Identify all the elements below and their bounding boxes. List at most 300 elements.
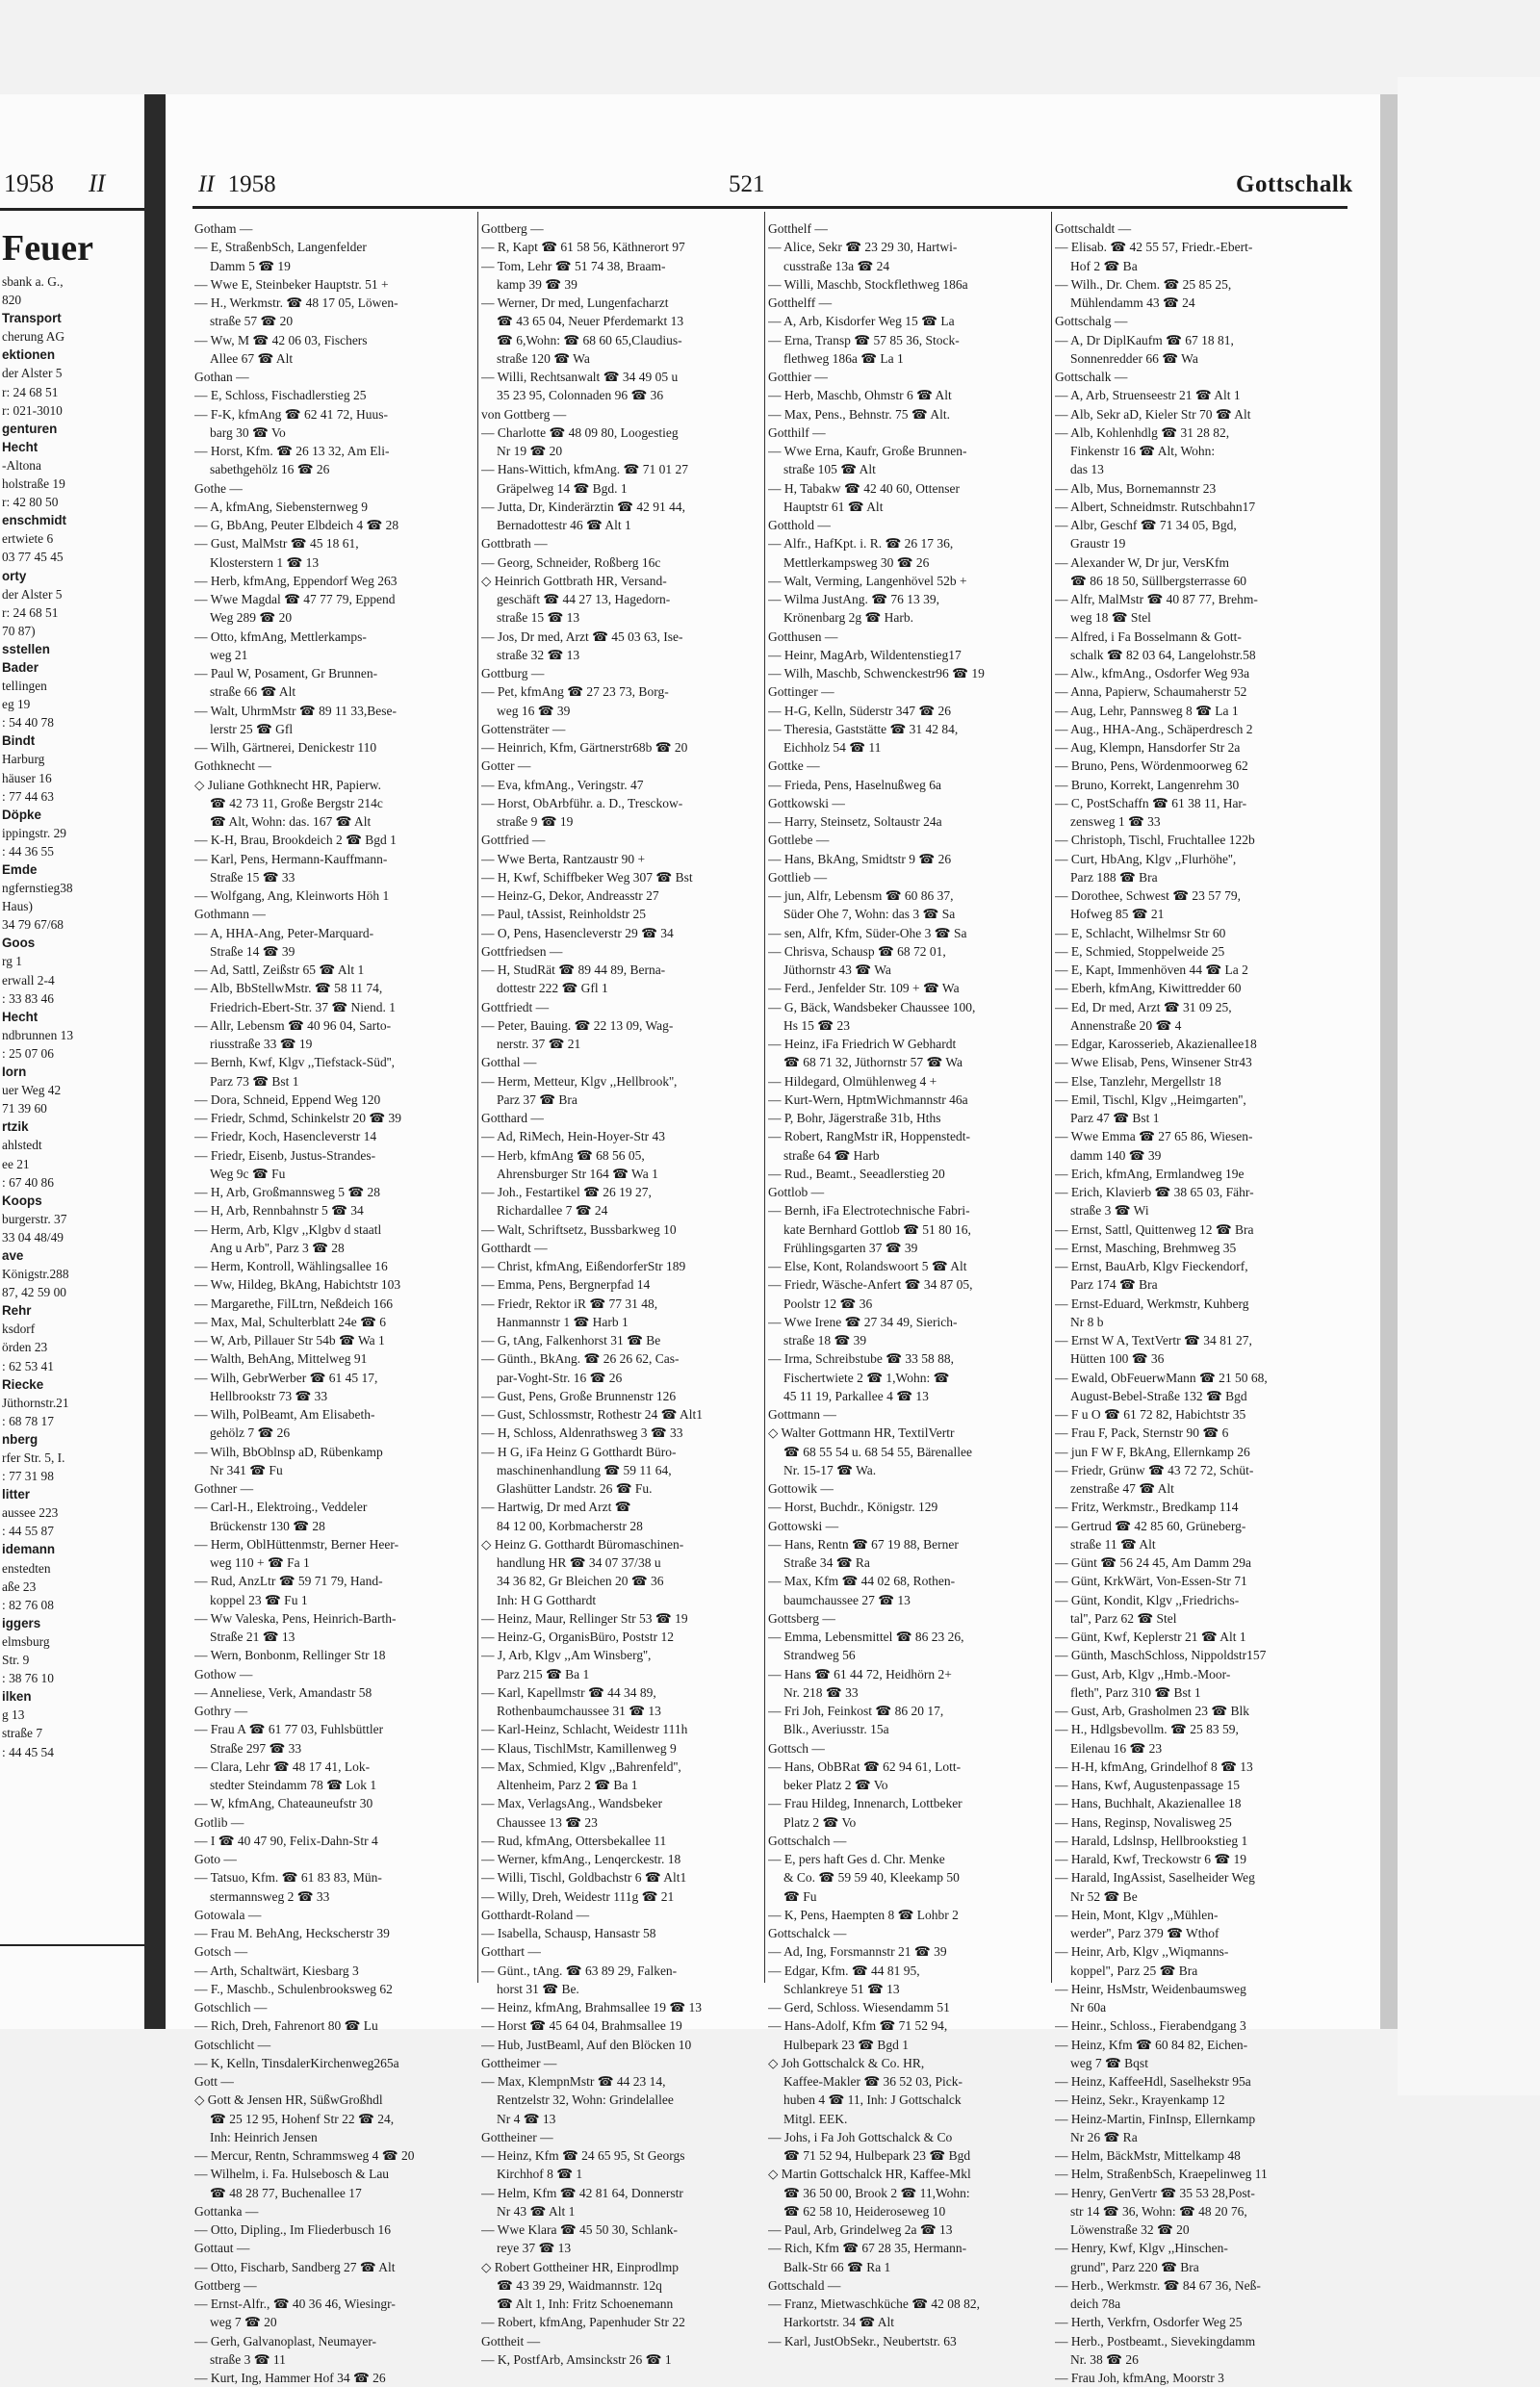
- directory-entry-line: straße 3 ☎ Wi: [1070, 1203, 1149, 1219]
- directory-entry-line: — Isabella, Schausp, Hansastr 58: [481, 1926, 656, 1940]
- directory-entry-line: Altenheim, Parz 2 ☎ Ba 1: [497, 1778, 638, 1792]
- directory-entry-line: — Else, Kont, Rolandswoort 5 ☎ Alt: [768, 1259, 967, 1273]
- directory-entry-line: — Ernst W A, TextVertr ☎ 34 81 27,: [1055, 1333, 1252, 1348]
- directory-entry-line: Gotthardt-Roland —: [481, 1907, 590, 1922]
- directory-entry-line: Gottburg —: [481, 666, 545, 680]
- directory-entry-line: Gottberg —: [481, 221, 544, 236]
- directory-entry-line: — Dora, Schneid, Eppend Weg 120: [194, 1091, 381, 1107]
- directory-entry-line: — H-G, Kelln, Süderstr 347 ☎ 26: [768, 703, 952, 718]
- directory-entry-line: — Ferd., Jenfelder Str. 109 + ☎ Wa: [768, 981, 960, 996]
- directory-entry-line: — Hans-Wittich, kfmAng. ☎ 71 01 27: [481, 462, 688, 477]
- directory-entry-line: Gottanka —: [194, 2203, 259, 2219]
- left-text-line: ertwiete 6: [2, 531, 54, 547]
- directory-entry-line: — G, tAng, Falkenhorst 31 ☎ Be: [481, 1333, 661, 1348]
- left-text-line: uer Weg 42: [2, 1083, 62, 1098]
- column-divider-2: [764, 212, 765, 1983]
- directory-entry-line: — Ed, Dr med, Arzt ☎ 31 09 25,: [1055, 999, 1232, 1014]
- directory-entry-line: — Rud., Beamt., Seeadlerstieg 20: [768, 1166, 945, 1181]
- directory-entry-line: — Helm, BäckMstr, Mittelkamp 48: [1055, 2148, 1241, 2163]
- directory-entry-line: Süder Ohe 7, Wohn: das 3 ☎ Sa: [783, 907, 956, 922]
- directory-entry-line: stedter Steindamm 78 ☎ Lok 1: [210, 1778, 377, 1792]
- directory-entry-line: — Peter, Bauing. ☎ 22 13 09, Wag-: [481, 1017, 674, 1033]
- left-text-line: Bindt: [2, 733, 36, 749]
- directory-entry-line: — Emma, Pens, Bergnerpfad 14: [481, 1277, 651, 1293]
- directory-entry-line: — Hartwig, Dr med Arzt ☎: [481, 1500, 631, 1515]
- directory-entry-line: — Günt, Kondit, Klgv ,,Friedrichs-: [1055, 1592, 1240, 1607]
- directory-entry-line: zensweg 1 ☎ 33: [1070, 814, 1161, 829]
- directory-entry-line: Nr. 15-17 ☎ Wa.: [783, 1462, 877, 1477]
- directory-entry-line: — Hans, BkAng, Smidtstr 9 ☎ 26: [768, 851, 952, 866]
- directory-entry-line: — Edgar, Karosserieb, Akazienallee18: [1055, 1037, 1257, 1051]
- directory-entry-line: — G, Bäck, Wandsbeker Chaussee 100,: [768, 999, 976, 1014]
- left-text-line: ave: [2, 1247, 24, 1263]
- directory-entry-line: koppel 23 ☎ Fu 1: [210, 1592, 308, 1607]
- directory-entry-line: Schlankreye 51 ☎ 13: [783, 1981, 900, 1996]
- left-text-line: ektionen: [2, 347, 56, 363]
- directory-entry-line: Gottlebe —: [768, 833, 830, 848]
- left-text-line: iggers: [2, 1615, 41, 1630]
- directory-entry-line: — Hub, JustBeaml, Auf den Blöcken 10: [481, 2037, 692, 2052]
- left-text-line: rg 1: [2, 954, 22, 969]
- directory-entry-line: Allee 67 ☎ Alt: [210, 350, 294, 366]
- left-text-line: : 38 76 10: [2, 1671, 54, 1686]
- directory-entry-line: — Emma, Lebensmittel ☎ 86 23 26,: [768, 1630, 964, 1644]
- left-page-fragment: [0, 94, 147, 2029]
- directory-entry-line: Gottlob —: [768, 1185, 825, 1199]
- directory-entry-line: — Ad, Ing, Forsmannstr 21 ☎ 39: [768, 1944, 947, 1960]
- directory-entry-line: — Wilh, Gärtnerei, Denickestr 110: [194, 740, 377, 755]
- left-text-line: : 25 07 06: [2, 1045, 54, 1061]
- left-text-line: ippingstr. 29: [2, 825, 66, 840]
- left-text-line: idemann: [2, 1542, 56, 1557]
- directory-entry-line: — Willi, Rechtsanwalt ☎ 34 49 05 u: [481, 370, 679, 384]
- directory-entry-line: kate Bernhard Gottlob ☎ 51 80 16,: [783, 1221, 971, 1237]
- left-text-line: g 13: [2, 1707, 25, 1723]
- left-text-line: : 68 78 17: [2, 1413, 54, 1428]
- directory-entry-line: Gothow —: [194, 1666, 253, 1681]
- directory-entry-line: straße 66 ☎ Alt: [210, 684, 296, 700]
- directory-entry-line: reye 37 ☎ 13: [497, 2241, 572, 2256]
- left-text-line: Haus): [2, 899, 33, 914]
- directory-entry-line: — Heinr, MagArb, Wildentenstieg17: [768, 647, 962, 662]
- directory-entry-line: — E, Kapt, Immenhöven 44 ☎ La 2: [1055, 962, 1248, 977]
- directory-entry-line: — jun, Alfr, Lebensm ☎ 60 86 37,: [768, 888, 954, 903]
- directory-entry-line: Gotthelf —: [768, 221, 828, 236]
- directory-entry-line: — Friedr, Wäsche-Anfert ☎ 34 87 05,: [768, 1277, 973, 1293]
- directory-entry-line: — Gust, Pens, Große Brunnenstr 126: [481, 1388, 677, 1403]
- directory-entry-line: — Rich, Kfm ☎ 67 28 35, Hermann-: [768, 2241, 967, 2256]
- directory-entry-line: — Frau Joh, kfmAng, Moorstr 3: [1055, 2371, 1224, 2385]
- directory-entry-line: — H, Tabakw ☎ 42 40 60, Ottenser: [768, 480, 960, 496]
- directory-entry-line: — H, Kwf, Schiffbeker Weg 307 ☎ Bst: [481, 869, 693, 885]
- directory-entry-line: Gotthusen —: [768, 629, 838, 644]
- directory-entry-line: — Günt, Kwf, Keplerstr 21 ☎ Alt 1: [1055, 1630, 1246, 1644]
- left-text-line: ee 21: [2, 1156, 30, 1171]
- directory-entry-line: — Alb, Kohlenhdlg ☎ 31 28 82,: [1055, 424, 1230, 440]
- directory-entry-line: — Wilh., Dr. Chem. ☎ 25 85 25,: [1055, 276, 1232, 292]
- directory-entry-line: — Walt, UhrmMstr ☎ 89 11 33,Bese-: [194, 703, 397, 718]
- directory-entry-line: — Wern, Bonbonm, Rellinger Str 18: [194, 1648, 386, 1663]
- directory-entry-line: weg 18 ☎ Stel: [1070, 610, 1151, 626]
- directory-entry-line: — Horst ☎ 45 64 04, Brahmsallee 19: [481, 2018, 682, 2034]
- left-text-line: ndbrunnen 13: [2, 1027, 74, 1042]
- left-header-year: 1958: [4, 169, 54, 197]
- directory-entry-line: Gotschlich —: [194, 2000, 268, 2015]
- directory-entry-line: — H, Arb, Großmannsweg 5 ☎ 28: [194, 1185, 381, 1199]
- directory-entry-line: — Karl-Heinz, Schlacht, Weidestr 111h: [481, 1722, 688, 1737]
- left-text-line: enstedten: [2, 1560, 51, 1576]
- directory-entry-line: Gottowski —: [768, 1518, 839, 1533]
- directory-entry-line: weg 110 + ☎ Fa 1: [210, 1555, 310, 1570]
- directory-entry-line: — Max, VerlagsAng., Wandsbeker: [481, 1796, 663, 1811]
- directory-entry-line: — Erna, Transp ☎ 57 85 36, Stock-: [768, 332, 960, 347]
- directory-entry-line: — Alfr, MalMstr ☎ 40 87 77, Brehm-: [1055, 592, 1258, 606]
- left-text-line: Iorn: [2, 1065, 27, 1080]
- directory-entry-line: — Wwe Berta, Rantzaustr 90 +: [481, 851, 646, 866]
- directory-entry-line: — Max, Schmied, Klgv ,,Bahrenfeld'',: [481, 1758, 681, 1774]
- directory-entry-line: Gothry —: [194, 1704, 248, 1718]
- directory-entry-line: — A, kfmAng, Siebensternweg 9: [194, 499, 368, 514]
- directory-entry-line: — Aug, Klempn, Hansdorfer Str 2a: [1055, 740, 1241, 755]
- directory-entry-line: Finkenstr 16 ☎ Alt, Wohn:: [1070, 444, 1216, 458]
- left-text-line: ksdorf: [2, 1322, 36, 1337]
- directory-entry-line: Hulbepark 23 ☎ Bgd 1: [783, 2037, 910, 2052]
- directory-entry-line: weg 7 ☎ Bqst: [1070, 2055, 1148, 2070]
- directory-entry-line: — Heinz-G, Dekor, Andreasstr 27: [481, 888, 659, 903]
- directory-entry-line: — Frau M. BehAng, Heckscherstr 39: [194, 1926, 390, 1940]
- directory-entry-line: August-Bebel-Straße 132 ☎ Bgd: [1070, 1388, 1247, 1403]
- left-text-line: eg 19: [2, 697, 31, 712]
- directory-entry-line: — Albr, Geschf ☎ 71 34 05, Bgd,: [1055, 518, 1237, 532]
- directory-entry-line: 84 12 00, Korbmacherstr 28: [497, 1518, 643, 1533]
- directory-entry-line: Nr. 218 ☎ 33: [783, 1684, 859, 1700]
- directory-entry-line: — Alexander W, Dr jur, VersKfm: [1055, 554, 1230, 570]
- left-text-line: Harburg: [2, 752, 45, 767]
- left-text-line: burgerstr. 37: [2, 1211, 67, 1226]
- left-text-line: aße 23: [2, 1578, 37, 1594]
- directory-entry-line: — Heinr., Schloss., Fierabendgang 3: [1055, 2018, 1246, 2034]
- directory-entry-line: — H, StudRät ☎ 89 44 89, Berna-: [481, 962, 666, 977]
- left-text-line: ilken: [2, 1689, 32, 1705]
- directory-entry-line: — Rud, AnzLtr ☎ 59 71 79, Hand-: [194, 1574, 383, 1589]
- directory-entry-line: Gottsberg —: [768, 1610, 835, 1626]
- header-part: II: [198, 171, 215, 197]
- directory-entry-line: — Robert, kfmAng, Papenhuder Str 22: [481, 2315, 685, 2330]
- left-text-line: Koops: [2, 1193, 42, 1208]
- directory-entry-line: Gottheimer —: [481, 2055, 557, 2070]
- left-text-line: 71 39 60: [2, 1101, 47, 1116]
- directory-entry-line: — Eberh, kfmAng, Kiwittredder 60: [1055, 981, 1242, 996]
- directory-entry-line: — Henry, Kwf, Klgv ,,Hinschen-: [1055, 2241, 1228, 2256]
- directory-entry-line: Hütten 100 ☎ 36: [1070, 1351, 1165, 1367]
- directory-entry-line: — Charlotte ☎ 48 09 80, Loogestieg: [481, 424, 679, 440]
- directory-entry-line: — Max, Kfm ☎ 44 02 68, Rothen-: [768, 1574, 956, 1589]
- left-text-line: rfer Str. 5, I.: [2, 1450, 65, 1465]
- directory-entry-line: — Herm, Metteur, Klgv ,,Hellbrook'',: [481, 1073, 678, 1089]
- directory-entry-line: — Alb, Mus, Bornemannstr 23: [1055, 480, 1217, 496]
- directory-entry-line: Gotthal —: [481, 1055, 537, 1070]
- directory-entry-line: sabethgehölz 16 ☎ 26: [210, 462, 330, 477]
- directory-entry-line: — Herb, kfmAng, Eppendorf Weg 263: [194, 573, 398, 588]
- directory-entry-line: — Hans, Buchhalt, Akazienallee 18: [1055, 1796, 1242, 1811]
- directory-entry-line: Eilenau 16 ☎ 23: [1070, 1740, 1163, 1756]
- directory-entry-line: — F-K, kfmAng ☎ 62 41 72, Huus-: [194, 406, 388, 422]
- directory-entry-line: ☎ Alt 1, Inh: Fritz Schoenemann: [497, 2297, 674, 2311]
- directory-entry-line: — Wwe Elisab, Pens, Winsener Str43: [1055, 1055, 1252, 1070]
- directory-entry-line: — Willi, Maschb, Stockflethweg 186a: [768, 276, 968, 292]
- directory-entry-line: Klosterstern 1 ☎ 13: [210, 554, 320, 570]
- directory-entry-line: Balk-Str 66 ☎ Ra 1: [783, 2259, 891, 2274]
- directory-entry-line: — A, Arb, Kisdorfer Weg 15 ☎ La: [768, 314, 955, 329]
- directory-entry-line: ☎ 86 18 50, Süllbergsterrasse 60: [1070, 573, 1247, 588]
- directory-entry-line: — Klaus, TischlMstr, Kamillenweg 9: [481, 1740, 677, 1756]
- directory-entry-line: — Wilma JustAng. ☎ 76 13 39,: [768, 592, 940, 606]
- directory-entry-line: Nr 8 b: [1070, 1314, 1104, 1329]
- directory-entry-line: — Anna, Papierw, Schaumaherstr 52: [1055, 684, 1247, 700]
- directory-entry-line: straße 11 ☎ Alt: [1070, 1536, 1156, 1552]
- left-page-header: [4, 169, 105, 198]
- directory-entry-line: Ahrensburger Str 164 ☎ Wa 1: [497, 1166, 658, 1181]
- directory-entry-line: — G, BbAng, Peuter Elbdeich 4 ☎ 28: [194, 518, 399, 532]
- directory-entry-line: — Bruno, Pens, Wördenmoorweg 62: [1055, 758, 1248, 774]
- directory-entry-line: — Otto, kfmAng, Mettlerkamps-: [194, 629, 367, 644]
- directory-entry-line: — Friedr, Grünw ☎ 43 72 72, Schüt-: [1055, 1462, 1254, 1477]
- directory-entry-line: — Gertrud ☎ 42 85 60, Grüneberg-: [1055, 1518, 1246, 1533]
- directory-entry-line: — Wwe Erna, Kaufr, Große Brunnen-: [768, 444, 967, 458]
- directory-entry-line: Gottschaldt —: [1055, 221, 1132, 236]
- directory-entry-line: — Edgar, Kfm. ☎ 44 81 95,: [768, 1963, 920, 1978]
- directory-entry-line: — Wwe Magdal ☎ 47 77 79, Eppend: [194, 592, 396, 606]
- directory-entry-line: — Robert, RangMstr iR, Hoppenstedt-: [768, 1129, 970, 1144]
- directory-entry-line: grund'', Parz 220 ☎ Bra: [1070, 2259, 1199, 2274]
- directory-entry-line: Glashütter Landstr. 26 ☎ Fu.: [497, 1481, 653, 1496]
- directory-page: [166, 94, 1380, 2385]
- directory-entry-line: straße 105 ☎ Alt: [783, 462, 876, 477]
- directory-entry-line: — Günt, KrkWärt, Von-Essen-Str 71: [1055, 1574, 1247, 1589]
- directory-entry-line: ☎ 36 50 00, Brook 2 ☎ 11,Wohn:: [783, 2185, 970, 2200]
- directory-entry-line: — Rud, kfmAng, Ottersbekallee 11: [481, 1833, 667, 1848]
- directory-entry-line: — Anneliese, Verk, Amandastr 58: [194, 1684, 372, 1700]
- directory-entry-line: — Heinrich, Kfm, Gärtnerstr68b ☎ 20: [481, 740, 688, 755]
- directory-entry-line: dottestr 222 ☎ Gfl 1: [497, 981, 608, 996]
- directory-entry-line: ◇ Martin Gottschalck HR, Kaffee-Mkl: [768, 2167, 971, 2182]
- directory-entry-line: Weg 289 ☎ 20: [210, 610, 293, 626]
- directory-entry-line: — Friedr, Schmd, Schinkelstr 20 ☎ 39: [194, 1111, 402, 1125]
- directory-entry-line: Rothenbaumchaussee 31 ☎ 13: [497, 1704, 661, 1718]
- header-year: 1958: [227, 171, 276, 197]
- left-text-line: 70 87): [2, 623, 36, 638]
- left-text-line: : 82 76 08: [2, 1597, 54, 1612]
- directory-entry-line: — Max, KlempnMstr ☎ 44 23 14,: [481, 2074, 666, 2089]
- left-text-line: : 33 83 46: [2, 990, 54, 1006]
- directory-entry-line: — Alfred, i Fa Bosselmann & Gott-: [1055, 629, 1242, 644]
- directory-entry-line: — O, Pens, Hasencleverstr 29 ☎ 34: [481, 925, 674, 940]
- directory-entry-line: Mitgl. EEK.: [783, 2111, 848, 2126]
- directory-entry-line: — Max, Pens., Behnstr. 75 ☎ Alt.: [768, 406, 950, 422]
- directory-entry-line: Nr 341 ☎ Fu: [210, 1462, 283, 1477]
- directory-entry-line: Gottke —: [768, 758, 820, 774]
- directory-entry-line: Straße 15 ☎ 33: [210, 869, 295, 885]
- directory-entry-line: Rentzelstr 32, Wohn: Grindelallee: [497, 2092, 674, 2108]
- directory-entry-line: Gottschalg —: [1055, 314, 1128, 329]
- directory-entry-line: Hofweg 85 ☎ 21: [1070, 907, 1165, 922]
- directory-entry-line: Strandweg 56: [783, 1648, 856, 1663]
- directory-entry-line: ☎ 43 39 29, Waidmannstr. 12q: [497, 2277, 662, 2293]
- directory-entry-line: von Gottberg —: [481, 406, 567, 422]
- directory-entry-line: — R, Kapt ☎ 61 58 56, Käthnerort 97: [481, 240, 685, 255]
- directory-entry-line: Nr 52 ☎ Be: [1070, 1888, 1138, 1904]
- directory-entry-line: — Herth, Verkfrn, Osdorfer Weg 25: [1055, 2315, 1243, 2330]
- directory-entry-line: Nr 43 ☎ Alt 1: [497, 2203, 576, 2219]
- directory-entry-line: Gotthelff —: [768, 295, 833, 310]
- directory-entry-line: — Mercur, Rentn, Schrammsweg 4 ☎ 20: [194, 2148, 415, 2163]
- directory-entry-line: Parz 174 ☎ Bra: [1070, 1277, 1158, 1293]
- directory-entry-line: gehölz 7 ☎ 26: [210, 1425, 291, 1441]
- directory-entry-line: maschinenhandlung ☎ 59 11 64,: [497, 1462, 672, 1477]
- directory-entry-line: — Heinz, Kfm ☎ 60 84 82, Eichen-: [1055, 2037, 1248, 2052]
- directory-entry-line: lerstr 25 ☎ Gfl: [210, 721, 294, 736]
- directory-entry-line: schalk ☎ 82 03 64, Langelohstr.58: [1070, 647, 1256, 662]
- directory-entry-line: — Karl, Kapellmstr ☎ 44 34 89,: [481, 1684, 656, 1700]
- directory-entry-line: Bernadottestr 46 ☎ Alt 1: [497, 518, 631, 532]
- directory-entry-line: — Johs, i Fa Joh Gottschalck & Co: [768, 2129, 953, 2144]
- directory-entry-line: 35 23 95, Colonnaden 96 ☎ 36: [497, 388, 664, 403]
- directory-entry-line: Gottschalk —: [1055, 370, 1128, 384]
- left-text-line: : 44 55 87: [2, 1524, 54, 1539]
- running-head: Gottschalk: [1236, 171, 1353, 197]
- directory-entry-line: Inh: H G Gotthardt: [497, 1592, 597, 1607]
- left-text-line: : 77 44 63: [2, 788, 54, 804]
- directory-entry-line: — Aug., HHA-Ang., Schäperdresch 2: [1055, 721, 1253, 736]
- header-rule: [192, 206, 1348, 209]
- directory-entry-line: Chaussee 13 ☎ 23: [497, 1814, 598, 1830]
- directory-entry-line: — Paul, Arb, Grindelweg 2a ☎ 13: [768, 2222, 953, 2237]
- directory-entry-line: Parz 47 ☎ Bst 1: [1070, 1111, 1160, 1125]
- left-text-line: örden 23: [2, 1340, 48, 1355]
- directory-entry-line: — Gust, Arb, Klgv ,,Hmb.-Moor-: [1055, 1666, 1231, 1681]
- left-text-line: Bader: [2, 659, 38, 675]
- directory-entry-line: das 13: [1070, 462, 1104, 477]
- directory-entry-line: — Arth, Schaltwärt, Kiesbarg 3: [194, 1963, 359, 1978]
- directory-entry-line: — Ernst-Eduard, Werkmstr, Kuhberg: [1055, 1296, 1249, 1311]
- directory-entry-line: ☎ 43 65 04, Neuer Pferdemarkt 13: [497, 314, 684, 329]
- left-text-line: orty: [2, 568, 27, 583]
- directory-entry-line: — Carl-H., Elektroing., Veddeler: [194, 1500, 368, 1515]
- directory-entry-line: straße 15 ☎ 13: [497, 610, 580, 626]
- directory-entry-line: ☎ 71 52 94, Hulbepark 23 ☎ Bgd: [783, 2148, 971, 2163]
- directory-entry-line: Friedrich-Ebert-Str. 37 ☎ Niend. 1: [210, 999, 397, 1014]
- directory-entry-line: — A, HHA-Ang, Peter-Marquard-: [194, 925, 374, 940]
- directory-entry-line: — K-H, Brau, Brookdeich 2 ☎ Bgd 1: [194, 833, 397, 848]
- directory-entry-line: — E, Schloss, Fischadlerstieg 25: [194, 388, 367, 403]
- directory-entry-line: Gotthard —: [481, 1111, 544, 1125]
- directory-entry-line: ☎ 42 73 11, Große Bergstr 214c: [210, 795, 383, 810]
- left-text-line: Döpke: [2, 807, 41, 822]
- directory-entry-line: — jun F W F, BkAng, Ellernkamp 26: [1055, 1444, 1250, 1459]
- directory-entry-line: — Heinz, Sekr., Krayenkamp 12: [1055, 2092, 1225, 2108]
- directory-entry-line: ◇ Joh Gottschalck & Co. HR,: [768, 2055, 925, 2070]
- directory-entry-line: Hanmannstr 1 ☎ Harb 1: [497, 1314, 629, 1329]
- directory-entry-line: Gothknecht —: [194, 758, 271, 774]
- left-text-line: : 54 40 78: [2, 715, 54, 731]
- left-text-line: nberg: [2, 1431, 38, 1447]
- left-text-line: ahlstedt: [2, 1138, 42, 1153]
- directory-entry-line: — Hein, Mont, Klgv ,,Mühlen-: [1055, 1907, 1219, 1922]
- directory-entry-line: Damm 5 ☎ 19: [210, 258, 291, 273]
- directory-entry-line: ☎ 62 58 10, Heideroseweg 10: [783, 2203, 946, 2219]
- directory-entry-line: Gottberg —: [194, 2277, 257, 2293]
- directory-entry-line: — Tom, Lehr ☎ 51 74 38, Braam-: [481, 258, 666, 273]
- directory-entry-line: — Max, Mal, Schulterblatt 24e ☎ 6: [194, 1314, 387, 1329]
- directory-entry-line: — Albert, Schneidmstr. Rutschbahn17: [1055, 499, 1256, 514]
- directory-entry-line: — Herm, Kontroll, Wählingsallee 16: [194, 1259, 388, 1273]
- directory-entry-line: Platz 2 ☎ Vo: [783, 1814, 857, 1830]
- directory-entry-line: — Wwe Emma ☎ 27 65 86, Wiesen-: [1055, 1129, 1253, 1144]
- directory-entry-line: — Helm, Kfm ☎ 42 81 64, Donnerstr: [481, 2185, 683, 2200]
- directory-entry-line: Gotthold —: [768, 518, 831, 532]
- directory-entry-line: Gotter —: [481, 758, 531, 774]
- directory-entry-line: Parz 215 ☎ Ba 1: [497, 1666, 590, 1681]
- directory-entry-line: — Frau A ☎ 61 77 03, Fuhlsbüttler: [194, 1722, 384, 1737]
- directory-entry-line: werder'', Parz 379 ☎ Wthof: [1070, 1926, 1219, 1940]
- left-text-line: rtzik: [2, 1119, 29, 1135]
- left-text-line: 33 04 48/49: [2, 1229, 64, 1245]
- directory-entry-line: — Wwe Irene ☎ 27 34 49, Sierich-: [768, 1314, 958, 1329]
- directory-entry-line: Hs 15 ☎ 23: [783, 1017, 850, 1033]
- directory-entry-line: Gotowala —: [194, 1907, 262, 1922]
- directory-entry-line: — Günt ☎ 56 24 45, Am Damm 29a: [1055, 1555, 1251, 1570]
- directory-entry-line: Gottheiner —: [481, 2129, 553, 2144]
- directory-entry-line: — Harald, Ldslnsp, Hellbrookstieg 1: [1055, 1833, 1248, 1848]
- directory-entry-line: Gotham —: [194, 221, 253, 236]
- directory-entry-line: — Wilhelm, i. Fa. Hulsebosch & Lau: [194, 2167, 390, 2182]
- directory-entry-line: — Herb., Werkmstr. ☎ 84 67 36, Neß-: [1055, 2277, 1261, 2293]
- directory-entry-line: ☎ Fu: [783, 1888, 817, 1904]
- directory-entry-line: Nr 4 ☎ 13: [497, 2111, 556, 2126]
- directory-entry-line: — K, Kelln, TinsdalerKirchenweg265a: [194, 2055, 399, 2070]
- directory-entry-line: — Frau Hildeg, Innenarch, Lottbeker: [768, 1796, 962, 1811]
- directory-entry-line: straße 32 ☎ 13: [497, 647, 580, 662]
- directory-entry-line: — Aug, Lehr, Pannsweg 8 ☎ La 1: [1055, 703, 1239, 718]
- directory-entry-line: — H., Hdlgsbevollm. ☎ 25 83 59,: [1055, 1722, 1239, 1737]
- left-text-line: : 44 45 54: [2, 1744, 54, 1759]
- directory-entry-line: — Emil, Tischl, Klgv ,,Heimgarten'',: [1055, 1091, 1246, 1107]
- directory-entry-line: — W, kfmAng, Chateauneufstr 30: [194, 1796, 373, 1811]
- directory-entry-line: — Ernst, BauArb, Klgv Fieckendorf,: [1055, 1259, 1248, 1273]
- directory-entry-line: — Ernst-Alfr., ☎ 40 36 46, Wiesingr-: [194, 2297, 396, 2311]
- directory-entry-line: — Hildegard, Olmühlenweg 4 +: [768, 1073, 937, 1089]
- left-text-line: straße 7: [2, 1726, 43, 1741]
- directory-entry-line: — Allr, Lebensm ☎ 40 96 04, Sarto-: [194, 1017, 392, 1033]
- directory-entry-line: Harkortstr. 34 ☎ Alt: [783, 2315, 895, 2330]
- left-text-line: genturen: [2, 421, 58, 436]
- directory-entry-line: Mettlerkampsweg 30 ☎ 26: [783, 554, 930, 570]
- directory-entry-line: — Herm, Arb, Klgv ,,Klgbv d staatl: [194, 1221, 382, 1237]
- directory-entry-line: — Heinz-Martin, FinInsp, Ellernkamp: [1055, 2111, 1256, 2126]
- directory-entry-line: — H., Werkmstr. ☎ 48 17 05, Löwen-: [194, 295, 398, 310]
- directory-entry-line: riusstraße 33 ☎ 19: [210, 1037, 313, 1051]
- directory-entry-line: — Henry, GenVertr ☎ 35 53 28,Post-: [1055, 2185, 1255, 2200]
- directory-entry-line: Gottaut —: [194, 2241, 250, 2256]
- directory-entry-line: — Heinz, KaffeeHdl, Saselhekstr 95a: [1055, 2074, 1251, 2089]
- directory-entry-line: — J, Arb, Klgv ,,Am Winsberg'',: [481, 1648, 652, 1663]
- directory-entry-line: — Rich, Dreh, Fahrenort 80 ☎ Lu: [194, 2018, 378, 2034]
- directory-entry-line: barg 30 ☎ Vo: [210, 424, 286, 440]
- directory-entry-line: Graustr 19: [1070, 536, 1126, 552]
- directory-entry-line: — Jutta, Dr, Kinderärztin ☎ 42 91 44,: [481, 499, 685, 514]
- directory-entry-line: damm 140 ☎ 39: [1070, 1147, 1162, 1163]
- directory-entry-line: straße 18 ☎ 39: [783, 1333, 867, 1348]
